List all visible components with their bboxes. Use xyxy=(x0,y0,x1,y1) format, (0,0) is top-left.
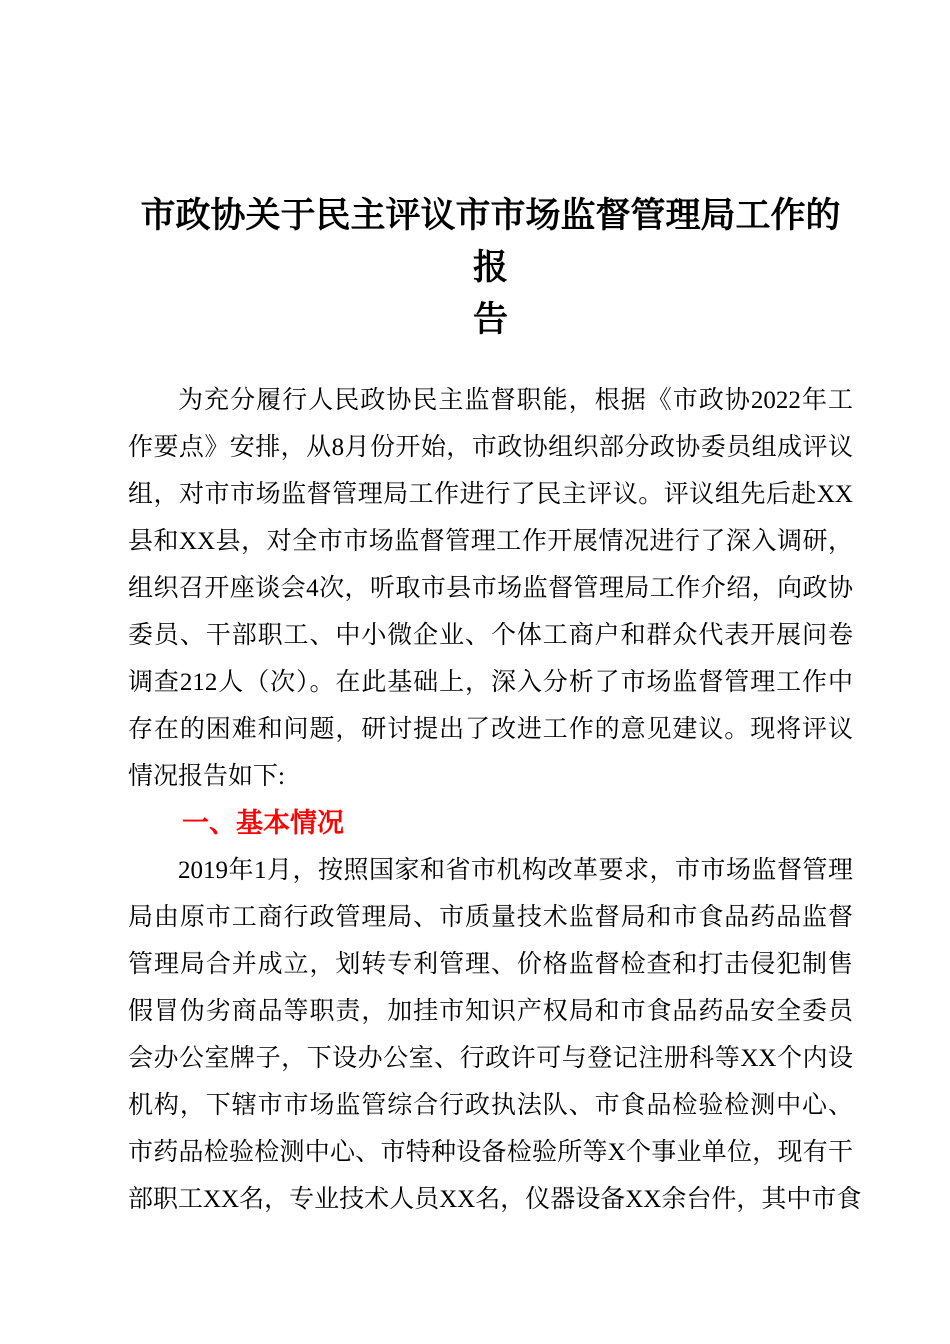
text-line: 机构，下辖市市场监管综合行政执法队、市食品检验检测中心、 xyxy=(128,1092,853,1119)
text-line: 2019年1月，按照国家和省市机构改革要求，市市场监督管理 xyxy=(178,857,853,884)
paragraph-intro xyxy=(128,377,853,800)
text-line: 为充分履行人民政协民主监督职能，根据《市政协2022年工 xyxy=(178,387,853,414)
text-line: 县和XX县，对全市市场监督管理工作开展情况进行了深入调研， xyxy=(128,528,853,555)
section-heading-basic-situation: 一、基本情况 xyxy=(182,808,344,838)
text-line: 组织召开座谈会4次，听取市县市场监督管理局工作介绍，向政协 xyxy=(128,575,853,602)
text-line: 部职工XX名，专业技术人员XX名，仪器设备XX余台件，其中市食 xyxy=(128,1186,862,1213)
text-line: 管理局合并成立，划转专利管理、价格监督检查和打击侵犯制售 xyxy=(128,951,853,978)
text-line: 局由原市工商行政管理局、市质量技术监督局和市食品药品监督 xyxy=(128,904,853,931)
text-line: 会办公室牌子，下设办公室、行政许可与登记注册科等XX个内设 xyxy=(128,1045,853,1072)
text-line: 市药品检验检测中心、市特种设备检验所等X个事业单位，现有干 xyxy=(128,1139,853,1166)
document-title xyxy=(128,190,853,346)
text-line: 情况报告如下: xyxy=(128,763,285,790)
text-line: 调查212人（次）。在此基础上，深入分析了市场监督管理工作中 xyxy=(128,669,853,696)
text-line: 假冒伪劣商品等职责，加挂市知识产权局和市食品药品安全委员 xyxy=(128,998,853,1025)
document-title-line-1: 市政协关于民主评议市市场监督管理局工作的报 xyxy=(140,196,841,287)
document-title-line-2: 告 xyxy=(472,300,508,339)
text-line: 组，对市市场监督管理局工作进行了民主评议。评议组先后赴XX xyxy=(128,481,853,508)
text-line: 存在的困难和问题，研讨提出了改进工作的意见建议。现将评议 xyxy=(128,716,853,743)
text-line: 委员、干部职工、中小微企业、个体工商户和群众代表开展问卷 xyxy=(128,622,853,649)
paragraph-basic-situation xyxy=(128,847,862,1223)
text-line: 作要点》安排，从8月份开始，市政协组织部分政协委员组成评议 xyxy=(128,434,853,461)
document-content xyxy=(128,0,862,1223)
